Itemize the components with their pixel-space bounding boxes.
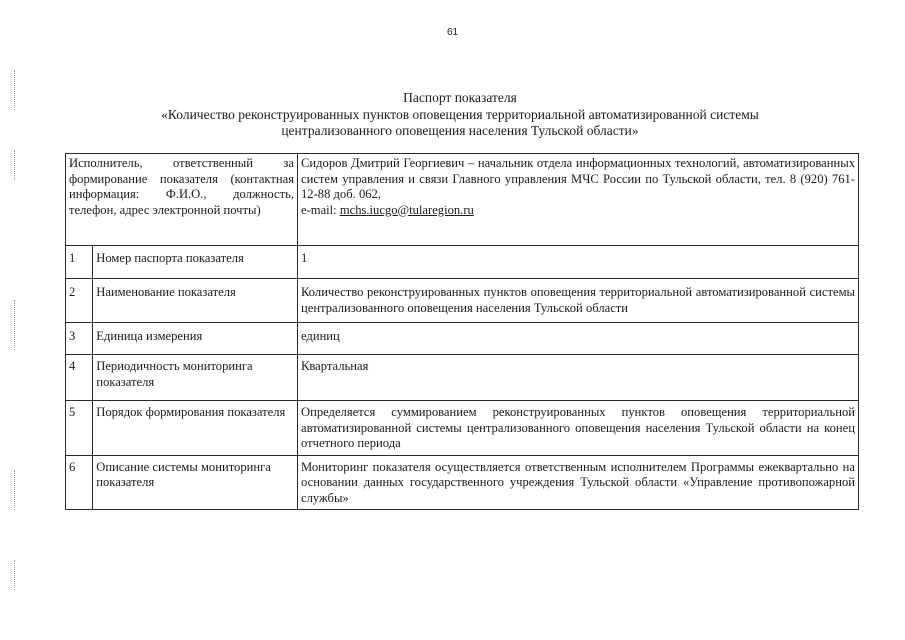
row-label: Наименование показателя — [93, 279, 298, 323]
passport-table — [65, 153, 859, 510]
row-label: Порядок формирования показателя — [93, 401, 298, 456]
table-row-executor — [66, 154, 859, 246]
email-link[interactable]: mchs.iucgo@tularegion.ru — [339, 202, 474, 217]
page-number: 61 — [446, 27, 459, 38]
email-prefix: e-mail: — [301, 202, 340, 217]
row-number: 6 — [66, 455, 93, 510]
row-value: 1 — [298, 246, 859, 279]
row-number: 5 — [66, 401, 93, 456]
row-value: Определяется суммированием реконструированных пунктов оповещения территориальной автоматизированной системы централизованного оповещения населения Тульской области на конец отчетного периода — [298, 401, 859, 456]
row-number: 3 — [66, 323, 93, 355]
table-row — [66, 455, 859, 510]
row-label: Единица измерения — [93, 323, 298, 355]
row-number: 4 — [66, 355, 93, 401]
row-number: 1 — [66, 246, 93, 279]
binding-margin-marks — [14, 300, 17, 350]
row-value: единиц — [298, 323, 859, 355]
table-row — [66, 246, 859, 279]
executor-text: Сидоров Дмитрий Георгиевич – начальник отдела информационных технологий, автоматизированных систем управления и связи Главного управления МЧС России по Тульской области, тел. 8 (920) 761-12-88 доб. 062, — [301, 156, 855, 201]
row-label: Периодичность мониторинга показателя — [93, 355, 298, 401]
table-row — [66, 323, 859, 355]
binding-margin-marks — [14, 70, 17, 110]
row-number: 2 — [66, 279, 93, 323]
title-line-2: «Количество реконструированных пунктов оповещения территориальной автоматизированной системы — [161, 106, 759, 122]
table-row — [66, 355, 859, 401]
table-row — [66, 279, 859, 323]
binding-margin-marks — [14, 560, 17, 590]
row-value: Мониторинг показателя осуществляется ответственным исполнителем Программы ежеквартально на основании данных государственного учреждения Тульской области «Управление противопожарной службы» — [298, 455, 859, 510]
document-title — [60, 90, 860, 140]
row-label: Описание системы мониторинга показателя — [93, 455, 298, 510]
row-value: Квартальная — [298, 355, 859, 401]
executor-value — [298, 154, 859, 246]
executor-label: Исполнитель, ответственный за формирование показателя (контактная информация: Ф.И.О., должность, телефон, адрес электронной почты) — [66, 154, 298, 246]
binding-margin-marks — [14, 470, 17, 510]
row-label: Номер паспорта показателя — [93, 246, 298, 279]
table-row — [66, 401, 859, 456]
title-line-1: Паспорт показателя — [403, 90, 517, 105]
binding-margin-marks — [14, 150, 17, 180]
row-value: Количество реконструированных пунктов оповещения территориальной автоматизированной системы централизованного оповещения населения Тульской области — [298, 279, 859, 323]
title-line-3: централизованного оповещения населения Тульской области» — [281, 123, 639, 138]
